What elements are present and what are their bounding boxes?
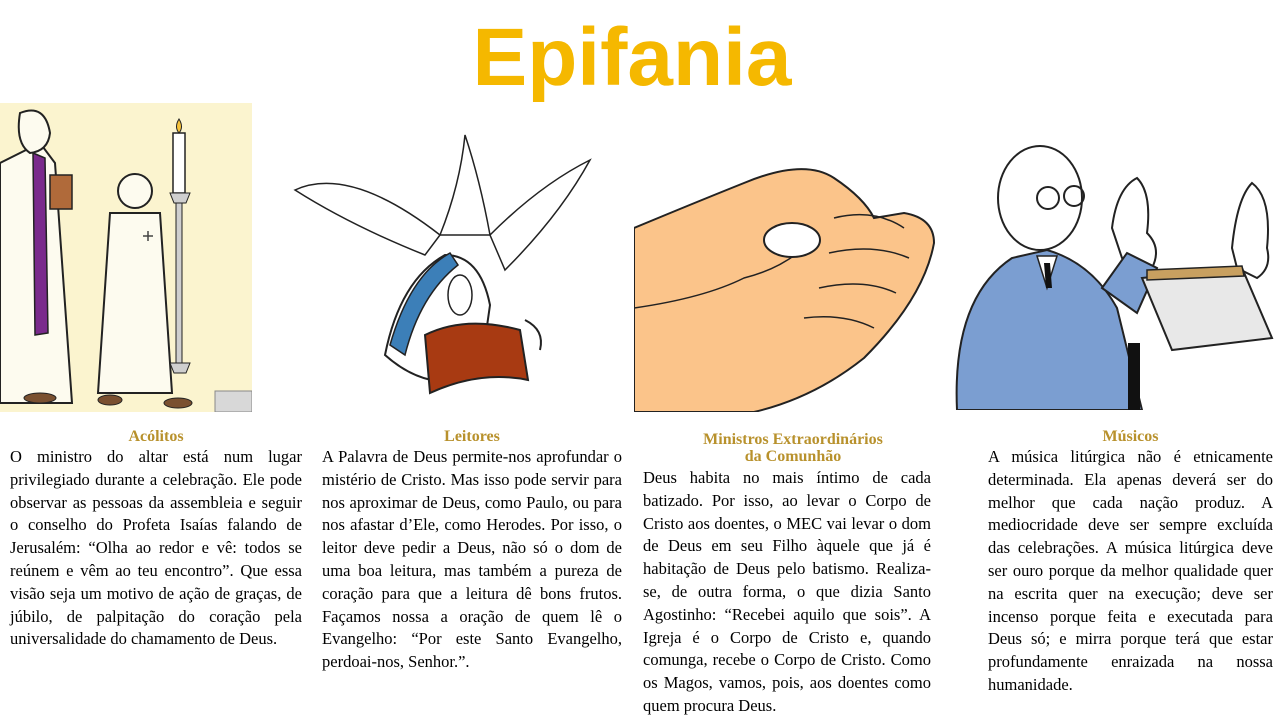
text-ministros: Deus habita no mais íntimo de cada batizado. Por isso, ao levar o Corpo de Cristo aos doentes, o MEC vai levar o dom de Deus em seu Filho àquele que já é habitação de Deus pelo batismo. Realiza-se, de outra forma, o que dizia Santo Agostinho: “Recebei aquilo que sois”. A Igreja é o Corpo de Cristo e, quando comunga, recebe o Corpo de Cristo. Como os Magos, vamos, pois, aos doentes como quem procura Deus. bbox=[643, 468, 931, 715]
heading-ministros-line1: Ministros Extraordinários bbox=[703, 431, 883, 448]
heading-acolitos: Acólitos bbox=[128, 428, 184, 445]
hands-illustration bbox=[634, 158, 940, 412]
page-title: Epifania bbox=[472, 12, 792, 103]
heading-musicos: Músicos bbox=[1102, 428, 1159, 445]
reader-illustration bbox=[290, 105, 605, 410]
musician-illustration bbox=[952, 138, 1280, 410]
acolytes-illustration bbox=[0, 103, 252, 412]
text-leitores: A Palavra de Deus permite-nos aprofundar o mistério de Cristo. Mas isso pode servir para nos aproximar de Deus, como Paulo, ou para nos afastar d’Ele, como Herodes. Por isso, o leitor deve pedir a Deus, não só o dom de uma boa leitura, mas também a pureza de coração para que a leitura dê bons frutos. Façamos nossa a oração de quem lê o Evangelho: “Por este Santo Evangelho, perdoai-nos, Senhor.”. bbox=[322, 447, 622, 672]
heading-ministros-line2: da Comunhão bbox=[744, 448, 842, 465]
text-acolitos: O ministro do altar está num lugar privilegiado durante a celebração. Ele pode observar as pessoas da assembleia e seguir o conselho do Profeta Isaías falando de Jerusalém: “Olha ao redor e vê: todos se reúnem e vêm ao teu encontro”. Que essa visão seja um motivo de ação de graças, de júbilo, de palpitação do coração pela universalidade do chamamento de Deus. bbox=[10, 447, 302, 649]
text-musicos: A música litúrgica não é etnicamente determinada. Ela apenas deverá ser do melhor que cada nação produz. A mediocridade deve ser sempre excluída das celebrações. A música litúrgica deve ser ouro porque da melhor qualidade quer na escrita quer na execução; deve ser incenso porque feita e executada para Deus só; e mirra porque terá que estar profundamente enraizada na nossa humanidade. bbox=[988, 447, 1273, 694]
heading-leitores: Leitores bbox=[444, 428, 500, 445]
heading-ministros bbox=[643, 431, 943, 465]
